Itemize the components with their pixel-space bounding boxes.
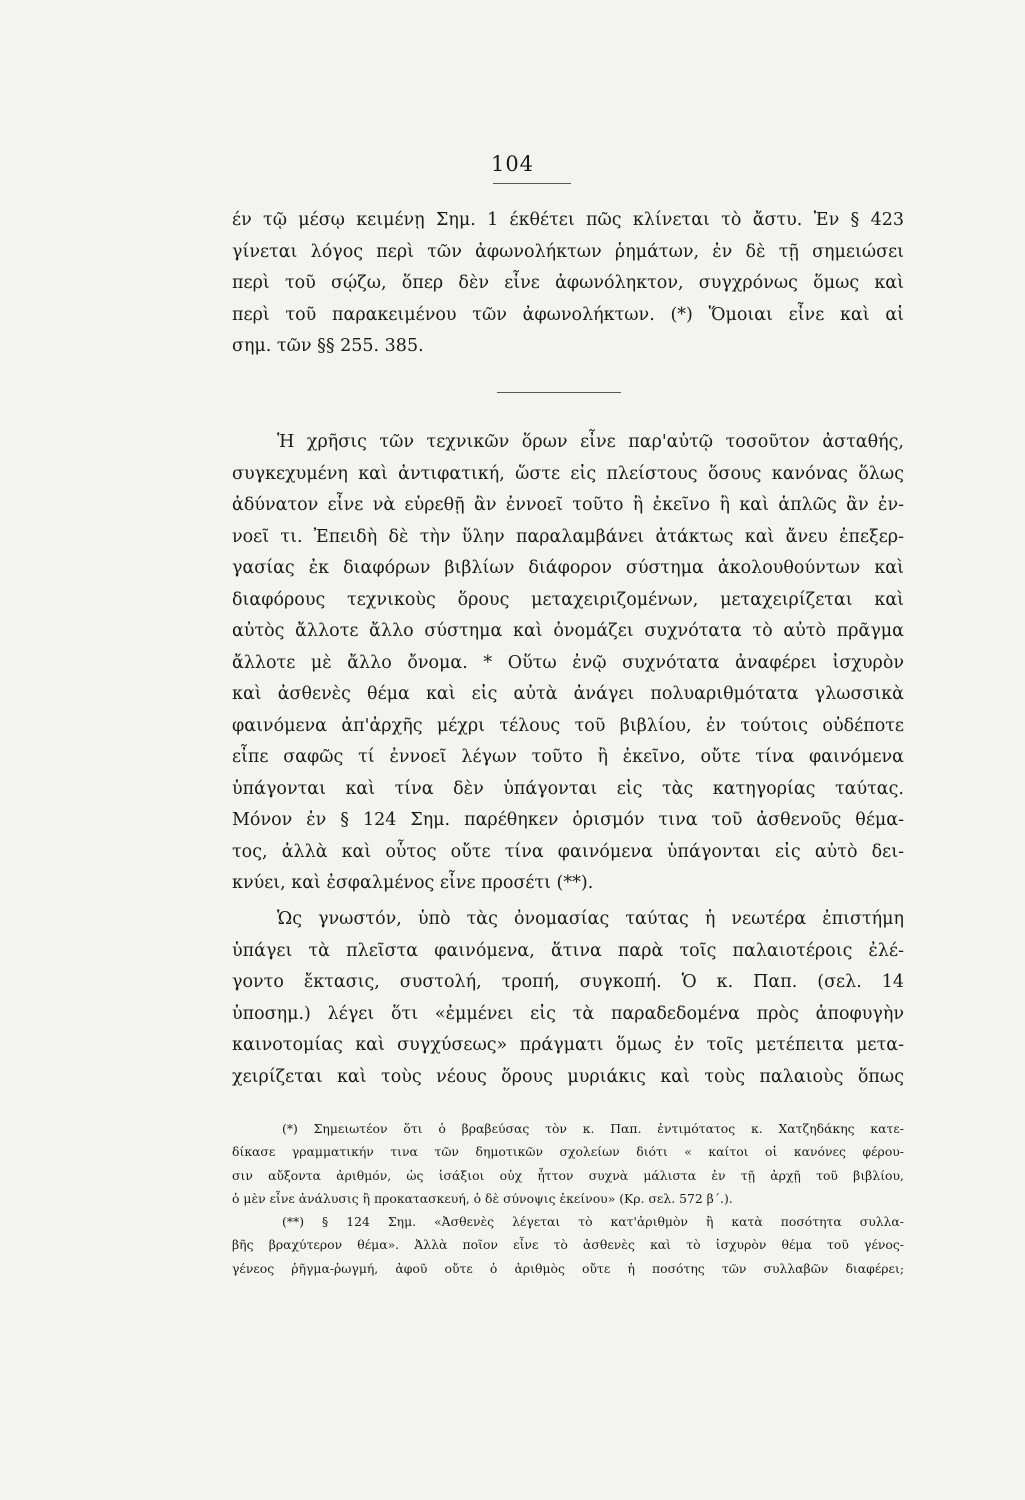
footnote-line: γένεος ῥῆγμα-ῥωγμή, ἀφοῦ οὔτε ὁ ἀριθμὸς οὔτε ἡ ποσότης τῶν συλλαβῶν διαφέρει; xyxy=(232,1260,904,1276)
text-line: περὶ τοῦ σῴζω, ὅπερ δὲν εἶνε ἀφωνόληκτον, συγχρόνως ὅμως καὶ xyxy=(232,273,904,293)
text-line: έν τῷ μέσῳ κειμένῃ Σημ. 1 έκθέτει πῶς κλίνεται τὸ ἄστυ. Ἐν § 423 xyxy=(232,210,904,230)
section-divider xyxy=(497,392,621,393)
text-line: αὐτὸς ἄλλοτε ἄλλο σύστημα καὶ ὀνομάζει συχνότατα τὸ αὐτὸ πρᾶγμα xyxy=(232,621,904,641)
footnote-line: ὁ μὲν εἶνε ἀνάλυσις ἢ προκατασκευή, ὁ δὲ σύνοψις ἐκείνου» (Κρ. σελ. 572 β΄.). xyxy=(232,1190,733,1206)
text-line: εἶπε σαφῶς τί ἐννοεῖ λέγων τοῦτο ἢ ἐκεῖνο, οὔτε τίνα φαινόμενα xyxy=(232,747,904,767)
text-line: χειρίζεται καὶ τοὺς νέους ὅρους μυριάκις καὶ τοὺς παλαιοὺς ὅπως xyxy=(232,1066,904,1087)
text-line: Μόνον ἐν § 124 Σημ. παρέθηκεν ὁρισμόν τινα τοῦ ἀσθενοῦς θέμα- xyxy=(232,810,904,830)
text-line: ὑπάγει τὰ πλεῖστα φαινόμενα, ἅτινα παρὰ τοῖς παλαιοτέροις ἐλέ- xyxy=(232,940,904,961)
paragraph-modern-science xyxy=(232,904,904,1093)
footnote-line: (**) § 124 Σημ. «Ἀσθενὲς λέγεται τὸ κατ'ἀριθμὸν ἢ κατὰ ποσότητα συλλα- xyxy=(282,1214,904,1229)
text-line: Ὡς γνωστόν, ὑπὸ τὰς ὀνομασίας ταύτας ἡ νεωτέρα ἐπιστήμη xyxy=(277,909,904,929)
text-line: τος, ἀλλὰ καὶ οὗτος οὔτε τίνα φαινόμενα ὑπάγονται εἰς αὐτὸ δει- xyxy=(232,841,904,862)
text-line: φαινόμενα ἀπ'ἀρχῆς μέχρι τέλους τοῦ βιβλίου, ἐν τούτοις οὐδέποτε xyxy=(232,715,904,736)
continuation-paragraph xyxy=(232,205,904,363)
page-number-rule xyxy=(493,183,571,184)
text-line: ἀδύνατον εἶνε νὰ εὑρεθῇ ἂν ἐννοεῖ τοῦτο ἢ ἐκεῖνο ἢ καὶ ἁπλῶς ἂν ἐν- xyxy=(232,495,904,515)
text-line: σημ. τῶν §§ 255. 385. xyxy=(232,336,424,356)
text-line: καινοτομίας καὶ συγχύσεως» πράγματι ὅμως ἐν τοῖς μετέπειτα μετα- xyxy=(232,1035,904,1055)
footnote-line: δίκασε γραμματικήν τινα τῶν δημοτικῶν σχολείων διότι « καίτοι οἱ κανόνες φέρου- xyxy=(232,1144,904,1160)
text-line: γοντο ἔκτασις, συστολή, τροπή, συγκοπή. Ὁ κ. Παπ. (σελ. 14 xyxy=(232,972,904,992)
text-line: νοεῖ τι. Ἐπειδὴ δὲ τὴν ὕλην παραλαμβάνει ἀτάκτως καὶ ἄνευ ἐπεξερ- xyxy=(232,526,904,547)
footnote-2 xyxy=(232,1210,904,1280)
text-line: περὶ τοῦ παρακειμένου τῶν ἀφωνολήκτων. (*) Ὅμοιαι εἶνε καὶ αἱ xyxy=(232,304,904,325)
text-line: γασίας ἐκ διαφόρων βιβλίων διάφορον σύστημα ἀκολουθούντων καὶ xyxy=(232,558,904,578)
paragraph-technical-terms xyxy=(232,427,904,900)
text-line: ὑποσημ.) λέγει ὅτι «ἐμμένει εἰς τὰ παραδεδομένα πρὸς ἀποφυγὴν xyxy=(232,1003,904,1024)
text-line: γίνεται λόγος περὶ τῶν ἀφωνολήκτων ῥημάτων, ἐν δὲ τῇ σημειώσει xyxy=(232,241,904,262)
text-line: ὑπάγονται καὶ τίνα δὲν ὑπάγονται εἰς τὰς κατηγορίας ταύτας. xyxy=(232,778,904,799)
text-line: καὶ ἀσθενὲς θέμα καὶ εἰς αὐτὰ ἀνάγει πολυαριθμότατα γλωσσικὰ xyxy=(232,684,904,704)
footnote-line: (*) Σημειωτέον ὅτι ὁ βραβεύσας τὸν κ. Παπ. ἐντιμότατος κ. Χατζηδάκης κατε- xyxy=(282,1121,904,1136)
footnote-1 xyxy=(232,1117,904,1210)
text-line: διαφόρους τεχνικοὺς ὅρους μεταχειριζομένων, μεταχειρίζεται καὶ xyxy=(232,589,904,610)
text-line: ἄλλοτε μὲ ἄλλο ὄνομα. * Οὕτω ἐνῷ συχνότατα ἀναφέρει ἰσχυρὸν xyxy=(232,652,904,673)
text-line: κνύει, καὶ ἐσφαλμένος εἶνε προσέτι (**). xyxy=(232,873,594,893)
footnote-line: σιν αὔξοντα ἀριθμόν, ὡς ἰσάξιοι οὐχ ἧττον συχνὰ μάλιστα ἐν τῇ ἀρχῇ τοῦ βιβλίου, xyxy=(232,1167,904,1183)
text-line: συγκεχυμένη καὶ ἀντιφατική, ὥστε εἰς πλείστους ὅσους κανόνας ὅλως xyxy=(232,463,904,484)
text-line: Ἡ χρῆσις τῶν τεχνικῶν ὅρων εἶνε παρ'αὐτῷ τοσοῦτον ἀσταθής, xyxy=(277,432,904,452)
footnote-line: βῆς βραχύτερον θέμα». Ἀλλὰ ποῖον εἶνε τὸ ἀσθενὲς καὶ τὸ ἰσχυρὸν θέμα τοῦ γένος- xyxy=(232,1237,904,1253)
page-number: 104 xyxy=(490,152,535,176)
